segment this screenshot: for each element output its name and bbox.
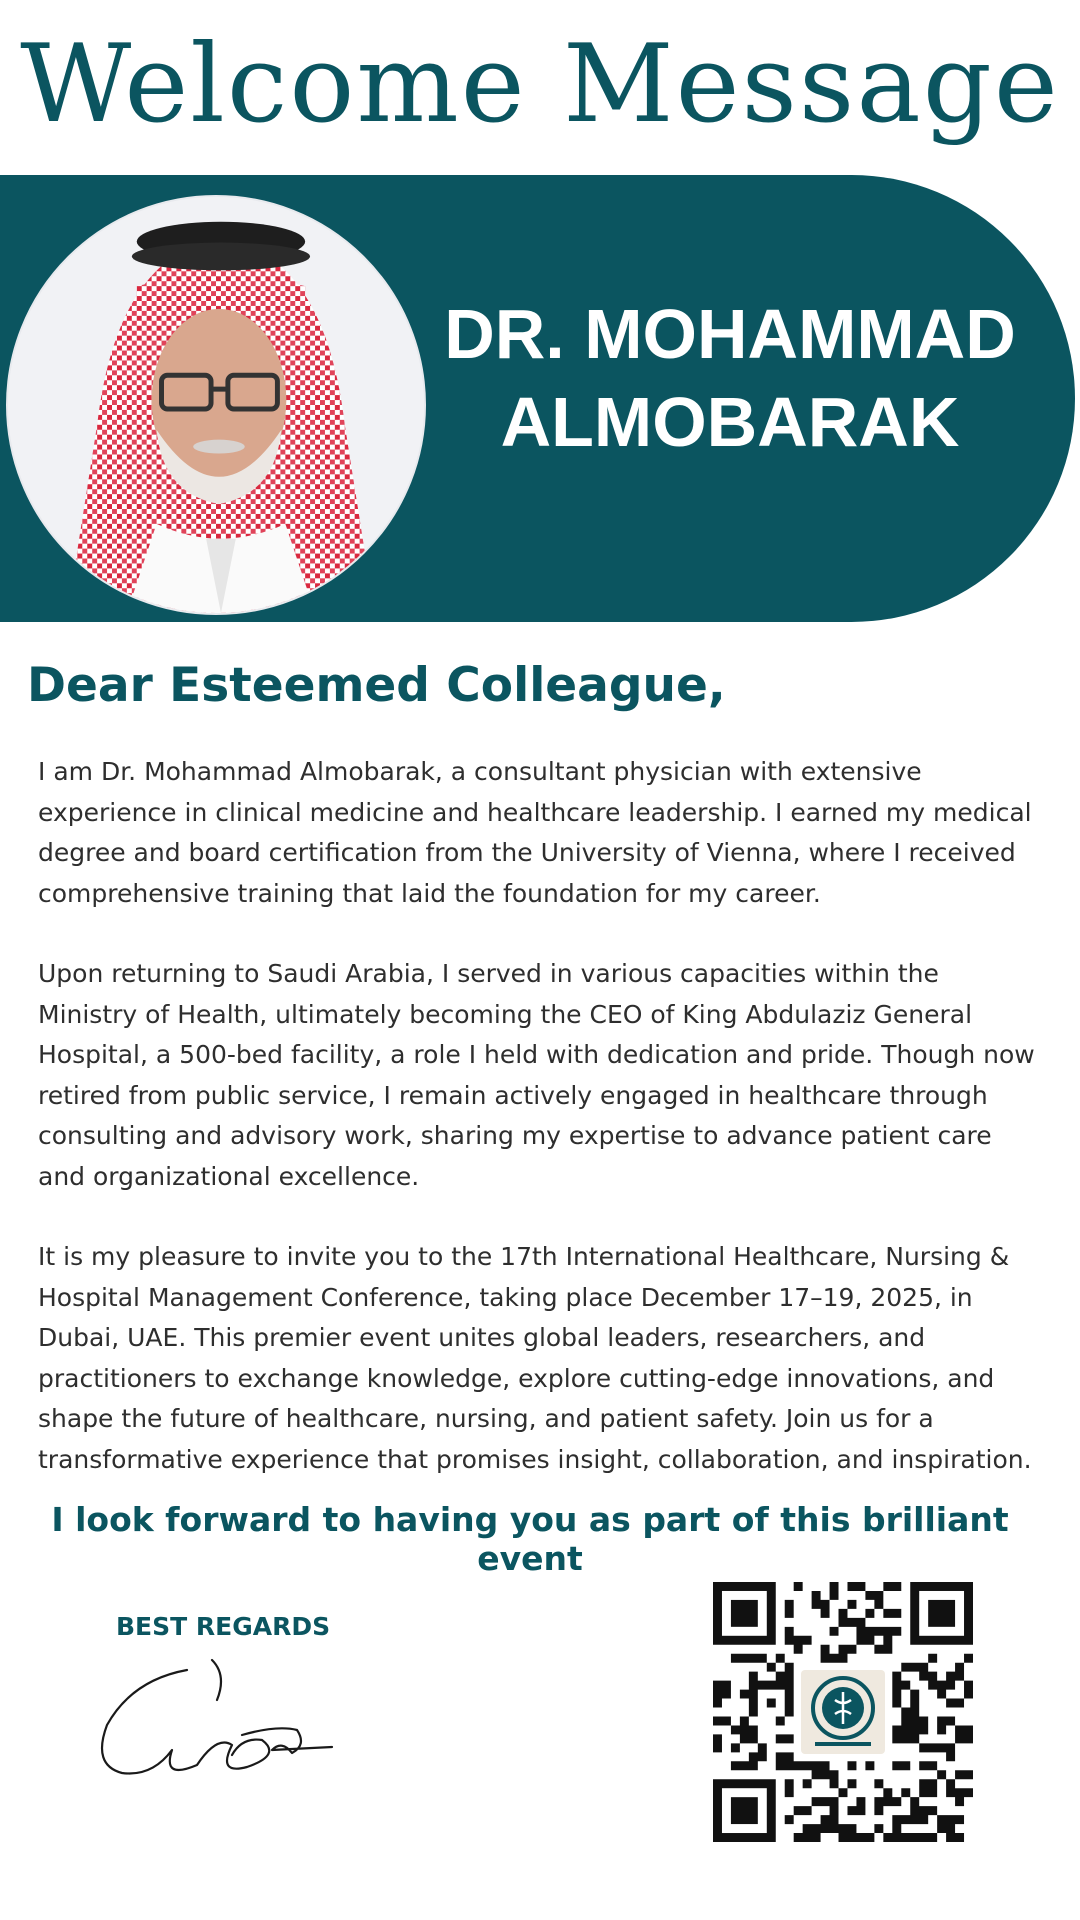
letter-paragraph: I am Dr. Mohammad Almobarak, a consultant physician with extensive experience in clinical medicine and healthcare leadership. I earned my medical degree and board certification from the University of Vienna, where I received comprehensive training that laid the foundation for my career. bbox=[38, 757, 1032, 908]
salutation: Dear Esteemed Colleague, bbox=[27, 658, 726, 713]
doctor-name-line2: ALMOBARAK bbox=[500, 383, 960, 461]
letter-paragraph: Upon returning to Saudi Arabia, I served in various capacities within the Ministry of Health, ultimately becoming the CEO of King Abdulaziz General Hospital, a 500-bed facility, a role I held with dedication and pride. Though now retired from public service, I remain actively engaged in healthcare through consulting and advisory work, sharing my expertise to advance patient care and organizational excellence. bbox=[38, 959, 1035, 1191]
letter-paragraph: It is my pleasure to invite you to the 17th International Healthcare, Nursing & Hospital Management Conference, taking place December 17–19, 2025, in Dubai, UAE. This premier event unites global leaders, researchers, and practitioners to exchange knowledge, explore cutting-edge innovations, and shape the future of healthcare, nursing, and patient safety. Join us for a transformative experience that promises insight, collaboration, and inspiration. bbox=[38, 1242, 1032, 1474]
conference-logo-icon bbox=[801, 1670, 885, 1754]
page-title: Welcome Message bbox=[20, 22, 1060, 147]
qr-code[interactable] bbox=[713, 1582, 973, 1842]
letter-body bbox=[38, 752, 1038, 1520]
best-regards: BEST REGARDS bbox=[116, 1612, 331, 1641]
doctor-name-line1: DR. MOHAMMAD bbox=[444, 295, 1016, 373]
doctor-portrait bbox=[6, 195, 426, 615]
doctor-name bbox=[425, 290, 1035, 466]
signature bbox=[92, 1655, 342, 1790]
closing-line: I look forward to having you as part of this brilliant event bbox=[51, 1500, 1009, 1578]
